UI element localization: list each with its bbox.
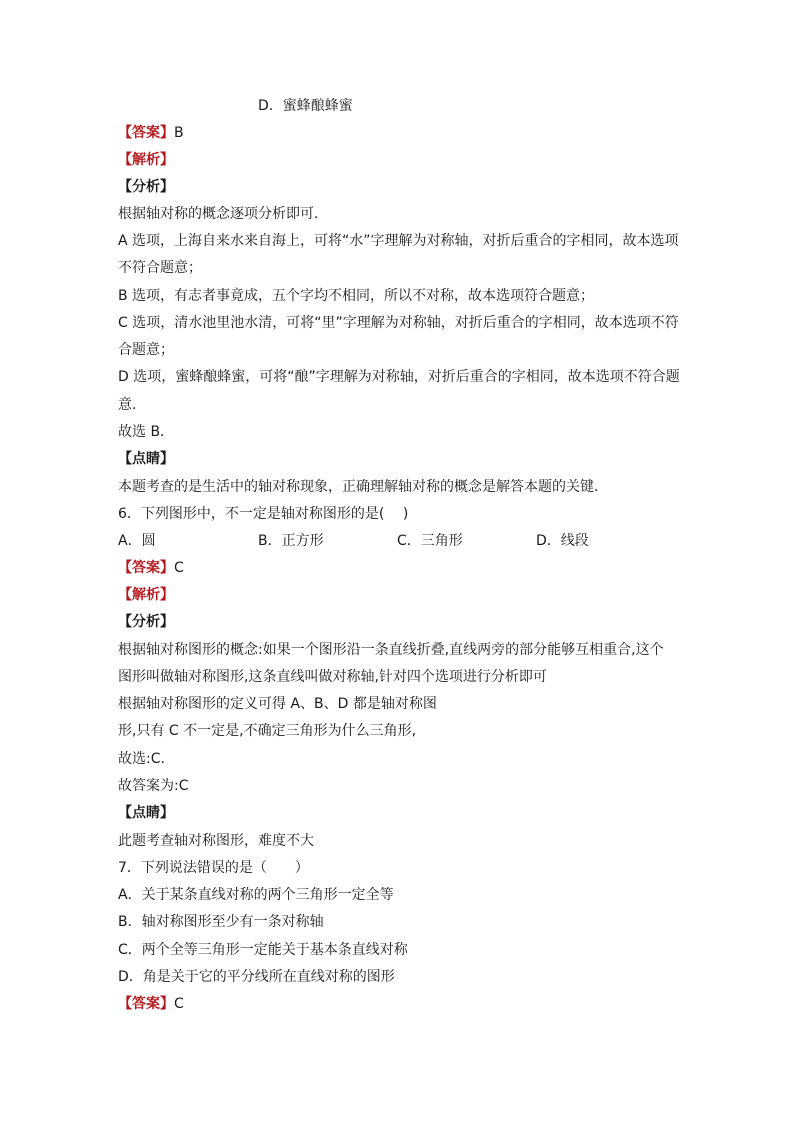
answer-tag: 【答案】	[118, 996, 174, 1012]
dianjing-tag: 【点睛】	[118, 451, 174, 467]
q6-definition-line2: 形,只有 C 不一定是,不确定三角形为什么三角形,	[118, 723, 417, 739]
q5-option-b-analysis: B 选项，有志者事竟成，五个字均不相同，所以不对称，故本选项符合题意；	[118, 288, 595, 304]
q6-option-b: B．正方形	[258, 533, 324, 549]
q6-dianjing-text: 此题考查轴对称图形，难度不大	[118, 833, 314, 849]
q6-option-c: C．三角形	[397, 533, 463, 549]
q5-dianjing-text: 本题考查的是生活中的轴对称现象，正确理解轴对称的概念是解答本题的关键．	[118, 479, 608, 495]
answer-value: C	[174, 560, 184, 576]
answer-tag: 【答案】	[118, 125, 174, 141]
q6-definition-line1: 根据轴对称图形的定义可得 A、B、D 都是轴对称图	[118, 696, 437, 712]
q7-option-d: D．角是关于它的平分线所在直线对称的图形	[118, 969, 395, 985]
previous-question-option-d: D．蜜蜂酿蜂蜜	[258, 98, 353, 114]
q5-option-d-analysis-line1: D 选项，蜜蜂酿蜂蜜，可将“酿”字理解为对称轴，对折后重合的字相同，故本选项不符合题	[118, 369, 680, 385]
fenxi-tag: 【分析】	[118, 179, 174, 195]
q6-fenxi-line1: 根据轴对称图形的概念:如果一个图形沿一条直线折叠,直线两旁的部分能够互相重合,这个	[118, 642, 664, 658]
q6-option-a: A．圆	[118, 533, 156, 549]
fenxi-tag: 【分析】	[118, 614, 174, 630]
jiexi-tag: 【解析】	[118, 152, 174, 168]
q6-stem: 6．下列图形中，不一定是轴对称图形的是( )	[118, 506, 409, 522]
q7-option-b: B．轴对称图形至少有一条对称轴	[118, 914, 324, 930]
q5-option-a-analysis-line1: A 选项，上海自来水来自海上，可将“水”字理解为对称轴，对折后重合的字相同，故本选项	[118, 233, 679, 249]
q7-stem: 7．下列说法错误的是（ ）	[118, 860, 309, 876]
answer-value: B	[174, 125, 184, 141]
q5-fenxi-text: 根据轴对称的概念逐项分析即可．	[118, 206, 328, 222]
q6-fenxi-line2: 图形叫做轴对称图形,这条直线叫做对称轴,针对四个选项进行分析即可	[118, 669, 547, 685]
q6-option-d: D．线段	[536, 533, 589, 549]
q6-conclusion1: 故选:C.	[118, 751, 165, 767]
jiexi-tag: 【解析】	[118, 587, 174, 603]
q7-answer-line	[118, 995, 184, 1013]
q5-conclusion: 故选 B．	[118, 424, 175, 440]
q6-conclusion2: 故答案为:C	[118, 778, 189, 794]
q5-answer-line	[118, 124, 184, 142]
q5-option-c-analysis-line1: C 选项，清水池里池水清，可将“里”字理解为对称轴，对折后重合的字相同，故本选项不符	[118, 315, 679, 331]
q5-option-a-analysis-line2: 不符合题意；	[118, 260, 202, 276]
dianjing-tag: 【点睛】	[118, 805, 174, 821]
q7-option-c: C．两个全等三角形一定能关于基本条直线对称	[118, 942, 408, 958]
answer-tag: 【答案】	[118, 560, 174, 576]
q5-option-d-analysis-line2: 意．	[118, 397, 146, 413]
q7-option-a: A．关于某条直线对称的两个三角形一定全等	[118, 887, 394, 903]
q5-option-c-analysis-line2: 合题意；	[118, 342, 174, 358]
q6-answer-line	[118, 559, 184, 577]
answer-value: C	[174, 996, 184, 1012]
